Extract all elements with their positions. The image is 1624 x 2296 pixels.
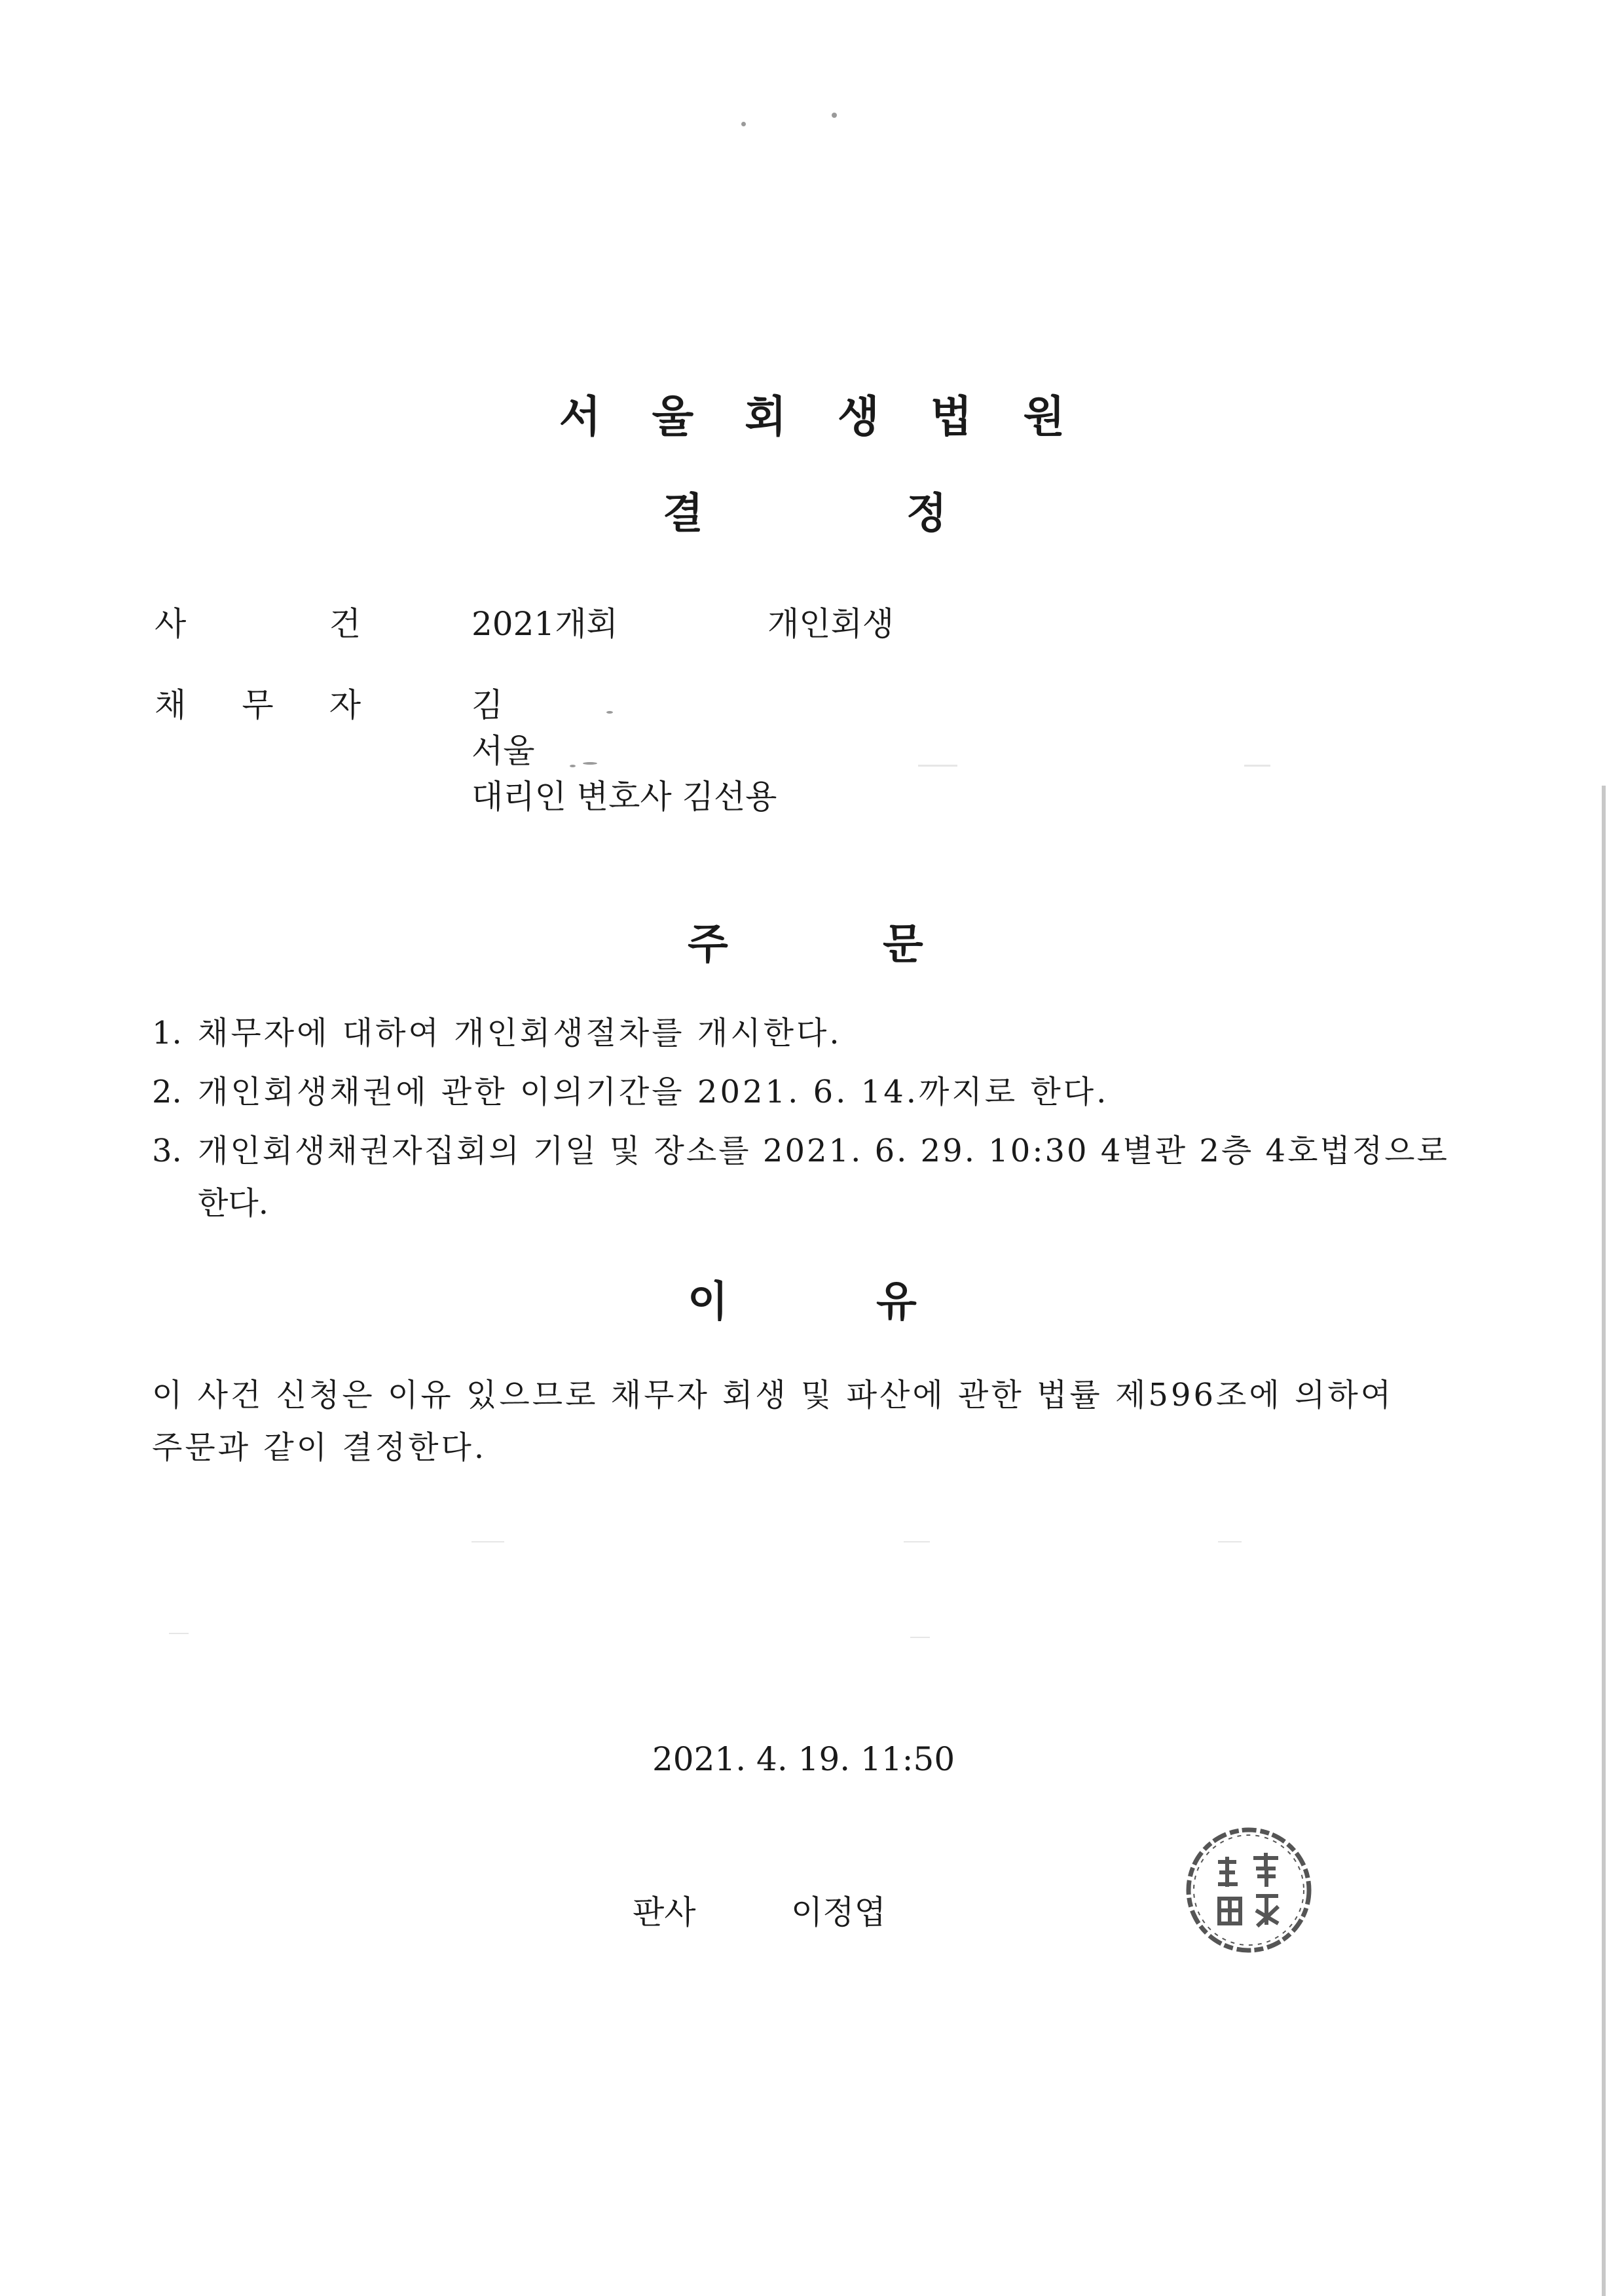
order-item-text: 개인회생채권자집회의 기일 및 장소를 2021. 6. 29. 10:30 4별관 2층 4호법정으로 — [198, 1133, 1449, 1169]
redaction-residue — [606, 711, 613, 714]
order-item-2 — [152, 1066, 1462, 1118]
redaction-residue — [918, 765, 957, 767]
order-item-text-cont: 한다. — [198, 1185, 268, 1222]
debtor-label-char: 채 — [155, 686, 187, 724]
order-item-1 — [152, 1007, 1462, 1059]
case-label-char: 사 — [155, 605, 187, 643]
redaction-residue — [1244, 765, 1270, 767]
scan-mark — [471, 1541, 504, 1542]
scan-mark — [1218, 1541, 1242, 1542]
order-item-text: 채무자에 대하여 개인회생절차를 개시한다. — [198, 1015, 842, 1051]
case-type: 개인회생 — [767, 605, 895, 643]
scan-speck — [741, 122, 746, 126]
case-label-char: 건 — [329, 605, 361, 643]
redaction-residue — [583, 762, 597, 765]
reason-line-2: 주문과 같이 결정한다. — [152, 1429, 487, 1466]
reason-line-1: 이 사건 신청은 이유 있으므로 채무자 회생 및 파산에 관한 법률 제596조에 의하여 — [152, 1377, 1394, 1413]
case-label — [155, 601, 361, 647]
order-item-number: 3. — [152, 1133, 182, 1169]
order-item-number: 1. — [152, 1015, 182, 1051]
scan-mark — [910, 1637, 930, 1638]
debtor-name: 김 — [471, 686, 504, 724]
debtor-label — [155, 682, 361, 728]
scan-edge-line — [1602, 786, 1606, 2296]
reason-heading-left: 이 — [688, 1278, 728, 1326]
doc-type-right: 정 — [906, 490, 947, 538]
debtor-label-char: 무 — [242, 686, 274, 724]
reason-heading-right: 유 — [876, 1278, 917, 1326]
scan-mark — [904, 1541, 930, 1542]
order-item-number: 2. — [152, 1074, 182, 1110]
order-item-3-continuation — [198, 1177, 1507, 1230]
case-number: 2021개회 — [471, 605, 618, 643]
debtor-address: 서울 — [471, 732, 535, 770]
judge-name: 이정엽 — [791, 1893, 886, 1931]
scan-speck — [832, 113, 837, 118]
decision-date: 2021. 4. 19. 11:50 — [652, 1740, 955, 1778]
order-heading-right: 문 — [883, 920, 923, 969]
debtor-label-char: 자 — [329, 686, 361, 724]
court-name: 서울회생법원 — [559, 392, 1116, 442]
judge-seal-stamp — [1180, 1821, 1318, 1959]
order-item-text: 개인회생채권에 관한 이의기간을 2021. 6. 14.까지로 한다. — [198, 1074, 1109, 1110]
doc-type-left: 결 — [663, 490, 703, 538]
judge-title: 판사 — [633, 1893, 696, 1931]
order-item-3 — [152, 1125, 1462, 1177]
redaction-residue — [570, 765, 576, 767]
scan-mark — [169, 1633, 189, 1634]
debtor-representative: 대리인 변호사 김선용 — [471, 778, 777, 816]
order-heading-left: 주 — [688, 920, 728, 969]
